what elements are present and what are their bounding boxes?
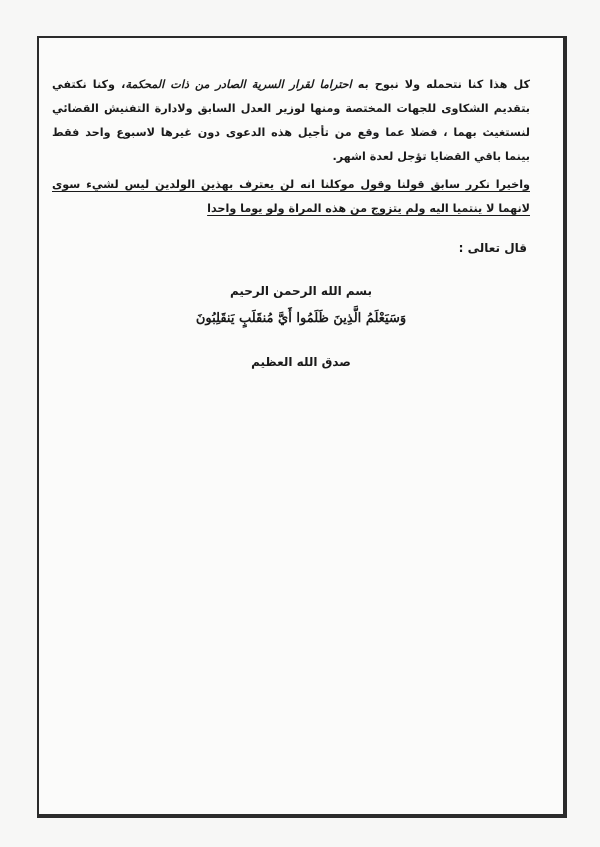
body-paragraph-2 bbox=[52, 173, 530, 221]
paragraph-1-lead: كل هذا كنا نتحمله ولا نبوح به bbox=[351, 78, 530, 91]
paragraph-2-text: واخيرا نكرر سابق قولنا وقول موكلنا انه لن يعترف بهذين الولدين ليس لشيء سوى لانهما لا ينتميا اليه ولم يتزوج من هذه المراة ولو يوما واحدا bbox=[52, 178, 530, 215]
basmala: بسم الله الرحمن الرحيم bbox=[229, 284, 373, 298]
body-paragraph-1 bbox=[52, 73, 530, 169]
document-page bbox=[37, 36, 567, 818]
paragraph-1-emphasis: احتراما لقرار السرية الصادر من ذات المحكمة bbox=[125, 78, 352, 91]
paragraph-1-rest: ، وكنا نكتفي بتقديم الشكاوى للجهات المختصة ومنها لوزير العدل السابق ولادارة التفنيش القضائي لنستغيث بهما ، فضلا عما وقع من تأجيل هذه الدعوى دون غيرها لاسبوع واحد فقط بينما باقي القضايا تؤجل لعدة اشهر. bbox=[52, 78, 530, 163]
quran-verse: وَسَيَعْلَمُ الَّذِينَ ظَلَمُوا أَيَّ مُنقَلَبٍ يَنقَلِبُونَ bbox=[195, 311, 407, 326]
quote-intro: قال تعالى : bbox=[458, 241, 527, 255]
closing-phrase: صدق الله العظيم bbox=[251, 355, 351, 369]
